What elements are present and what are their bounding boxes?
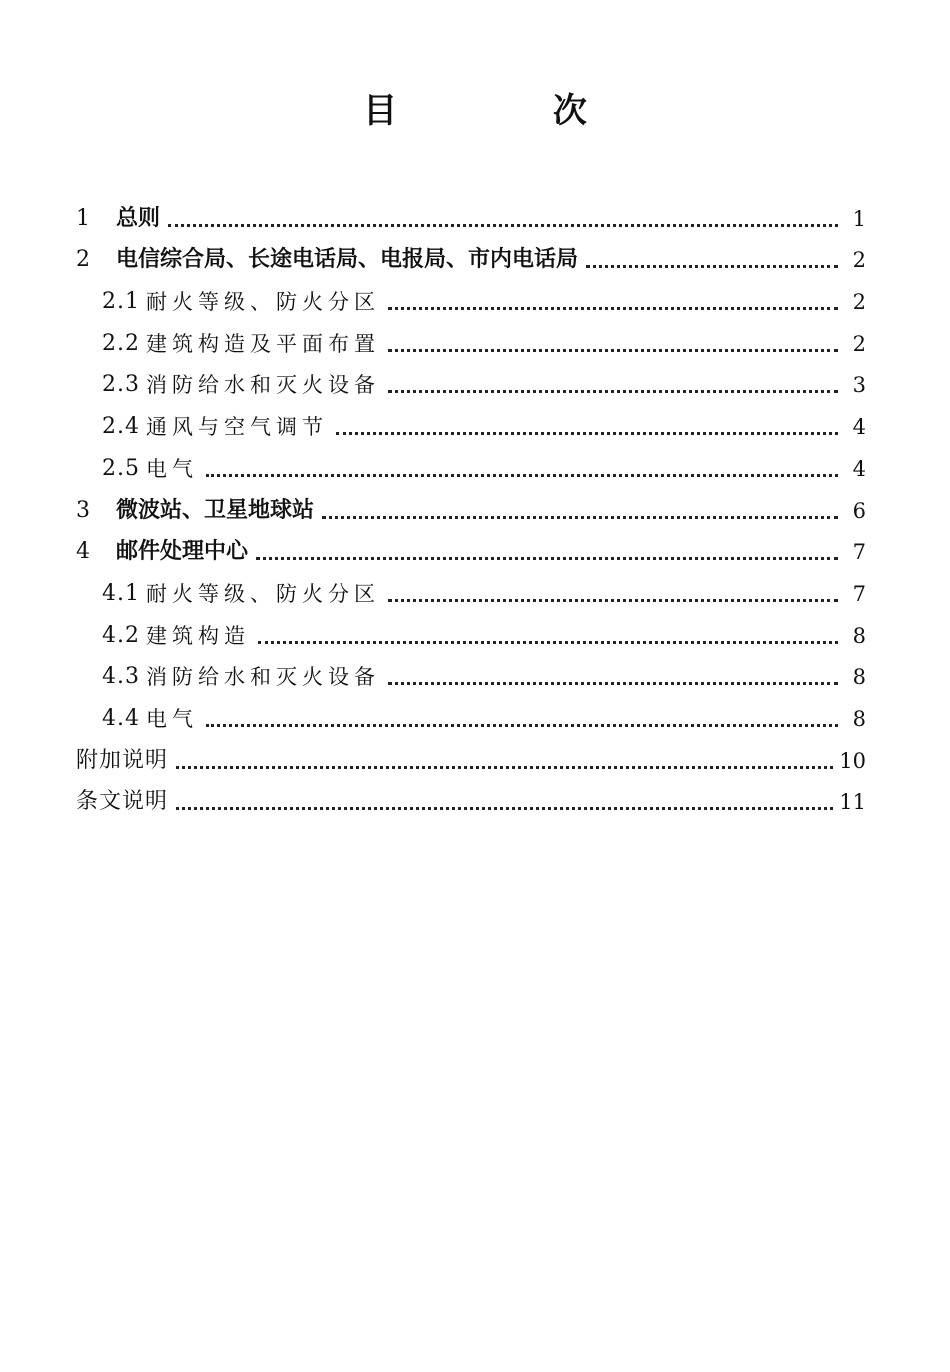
toc-entry-number: 4.3 xyxy=(102,664,140,690)
toc-entry-page: 3 xyxy=(852,373,866,398)
toc-entry-page: 4 xyxy=(852,456,866,481)
toc-entry-page: 8 xyxy=(852,706,866,731)
dot-leader xyxy=(388,349,838,352)
toc-entry-4-4 xyxy=(76,692,866,734)
toc-entry-label: 消防给水和灭火设备 xyxy=(146,373,380,398)
dot-leader xyxy=(256,557,838,560)
toc-entry-4-2 xyxy=(76,609,866,651)
dot-leader xyxy=(388,682,838,685)
toc-entry-label: 耐火等级、防火分区 xyxy=(146,290,380,315)
toc-entry-commentary xyxy=(76,776,866,818)
toc-entry-4-1 xyxy=(76,567,866,609)
toc-entry-number: 4.2 xyxy=(102,622,140,648)
toc-entry-number: 2.4 xyxy=(102,414,140,440)
dot-leader xyxy=(206,724,838,727)
dot-leader xyxy=(336,432,838,435)
toc-entry-2-5 xyxy=(76,442,866,484)
toc-entry-page: 11 xyxy=(839,790,866,815)
dot-leader xyxy=(168,224,838,227)
toc-entry-number: 2 xyxy=(76,247,90,273)
toc-entry-label: 电气 xyxy=(146,456,198,481)
toc-entry-label: 条文说明 xyxy=(76,789,169,815)
toc-entry-page: 2 xyxy=(852,290,866,315)
toc-entry-number: 2.1 xyxy=(102,289,140,315)
toc-entry-4-3 xyxy=(76,651,866,693)
toc-entry-label: 建筑构造及平面布置 xyxy=(146,331,380,356)
toc-entry-label: 耐火等级、防火分区 xyxy=(146,581,380,606)
toc-entry-number: 3 xyxy=(76,497,90,523)
toc-entry-page: 6 xyxy=(852,498,866,523)
toc-entry-number: 2.5 xyxy=(102,455,140,481)
toc-entry-page: 10 xyxy=(839,748,866,773)
page-title: 目 次 xyxy=(363,91,659,131)
toc-entry-number: 1 xyxy=(76,205,90,231)
toc-entry-page: 7 xyxy=(852,540,866,565)
toc-entry-number: 4.1 xyxy=(102,580,140,606)
dot-leader xyxy=(206,474,838,477)
toc-entry-2 xyxy=(76,234,866,276)
dot-leader xyxy=(322,516,838,519)
toc-entry-label: 电信综合局、长途电话局、电报局、市内电话局 xyxy=(116,247,579,273)
toc-entry-label: 建筑构造 xyxy=(146,623,250,648)
toc-entry-page: 1 xyxy=(852,206,866,231)
toc-entry-label: 邮件处理中心 xyxy=(116,539,249,565)
dot-leader xyxy=(388,307,838,310)
toc-entry-2-1 xyxy=(76,275,866,317)
dot-leader xyxy=(258,641,838,644)
toc-entry-appendix xyxy=(76,734,866,776)
toc-entry-label: 总则 xyxy=(116,205,161,231)
toc-entry-page: 2 xyxy=(852,331,866,356)
dot-leader xyxy=(586,265,838,268)
toc-entry-number: 2.3 xyxy=(102,372,140,398)
toc-entry-4 xyxy=(76,526,866,568)
toc-entry-number: 2.2 xyxy=(102,330,140,356)
toc-entry-label: 微波站、卫星地球站 xyxy=(116,497,315,523)
dot-leader xyxy=(176,807,833,810)
dot-leader xyxy=(388,390,838,393)
toc-entry-2-2 xyxy=(76,317,866,359)
table-of-contents xyxy=(76,192,866,817)
toc-entry-2-4 xyxy=(76,400,866,442)
toc-entry-1 xyxy=(76,192,866,234)
toc-entry-2-3 xyxy=(76,359,866,401)
toc-entry-label: 消防给水和灭火设备 xyxy=(146,665,380,690)
toc-entry-label: 电气 xyxy=(146,706,198,731)
dot-leader xyxy=(388,599,838,602)
toc-entry-page: 8 xyxy=(852,665,866,690)
toc-entry-number: 4.4 xyxy=(102,705,140,731)
toc-entry-page: 7 xyxy=(852,581,866,606)
toc-entry-number: 4 xyxy=(76,539,90,565)
toc-entry-label: 通风与空气调节 xyxy=(146,415,328,440)
toc-entry-page: 4 xyxy=(852,415,866,440)
toc-entry-3 xyxy=(76,484,866,526)
toc-entry-page: 2 xyxy=(852,248,866,273)
toc-entry-page: 8 xyxy=(852,623,866,648)
toc-entry-label: 附加说明 xyxy=(76,747,169,773)
dot-leader xyxy=(176,766,833,769)
